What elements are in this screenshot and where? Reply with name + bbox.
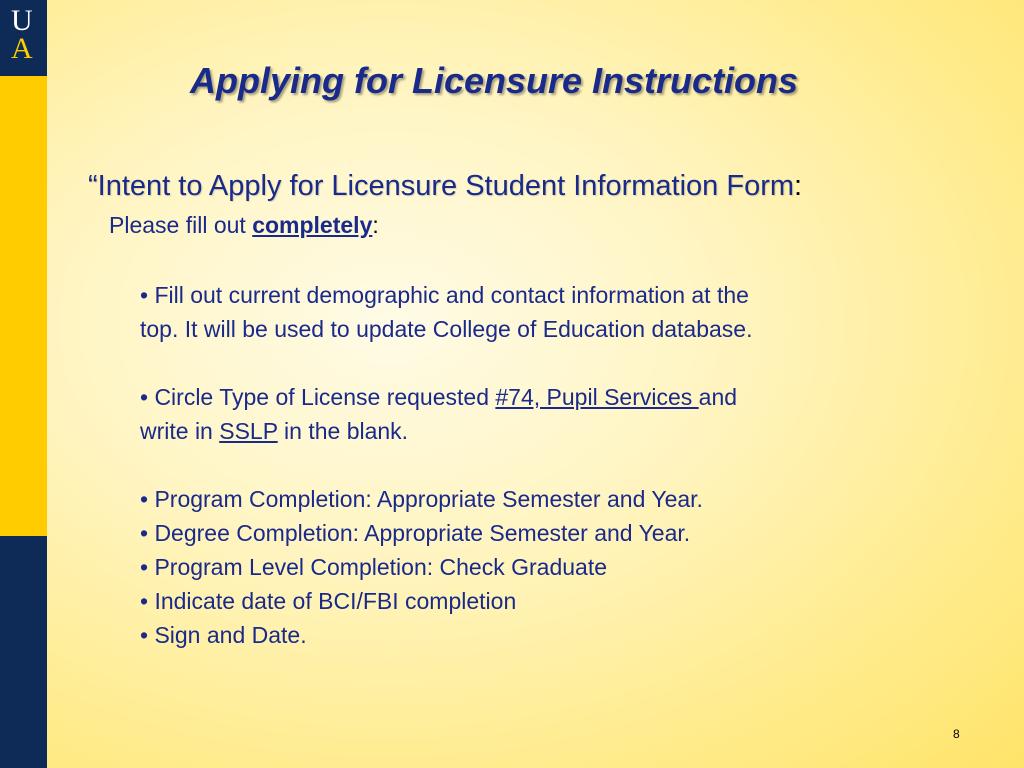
form-heading-colon: : [794, 170, 803, 202]
bullet-demographic-line2: top. It will be used to update College of Education database. [140, 316, 753, 342]
bullet-demographic-line1: • Fill out current demographic and contact information at the [140, 282, 749, 308]
bullet-license-line2-suffix: in the blank. [277, 418, 409, 444]
logo-letter-u: U [11, 4, 33, 37]
bullet-sign-date: • Sign and Date. [140, 622, 307, 648]
bullet-license-line1 [140, 380, 930, 414]
sidebar-band [0, 0, 47, 768]
bullet-license-prefix: • Circle Type of License requested [140, 384, 496, 410]
page-number: 8 [953, 727, 960, 741]
university-logo [0, 0, 47, 76]
form-heading-text: “Intent to Apply for Licensure Student Information Form [88, 170, 795, 202]
bullet-license-suffix: and [698, 384, 738, 410]
logo-letter-a: A [11, 32, 33, 65]
bullet-program-completion: • Program Completion: Appropriate Semester and Year. [140, 486, 703, 512]
bullet-bci-fbi: • Indicate date of BCI/FBI completion [140, 588, 517, 614]
bullet-program-level: • Program Level Completion: Check Graduate [140, 554, 607, 580]
completely-link[interactable]: completely [252, 212, 373, 238]
bullet-degree-completion: • Degree Completion: Appropriate Semester and Year. [140, 520, 691, 546]
pupil-services-link[interactable]: #74, Pupil Services [495, 384, 699, 410]
form-heading [88, 170, 802, 203]
bullet-license-line2-prefix: write in [140, 418, 220, 444]
fill-instruction-prefix: Please fill out [109, 212, 253, 238]
fill-instruction [109, 212, 379, 239]
slide-title: Applying for Licensure Instructions [190, 60, 799, 101]
bullet-list [140, 278, 930, 652]
sslp-link[interactable]: SSLP [219, 418, 278, 444]
bullet-license-line2 [140, 414, 930, 448]
sidebar-gold-stripe [0, 76, 47, 536]
fill-instruction-colon: : [372, 212, 379, 238]
sidebar-navy-bottom [0, 536, 47, 768]
